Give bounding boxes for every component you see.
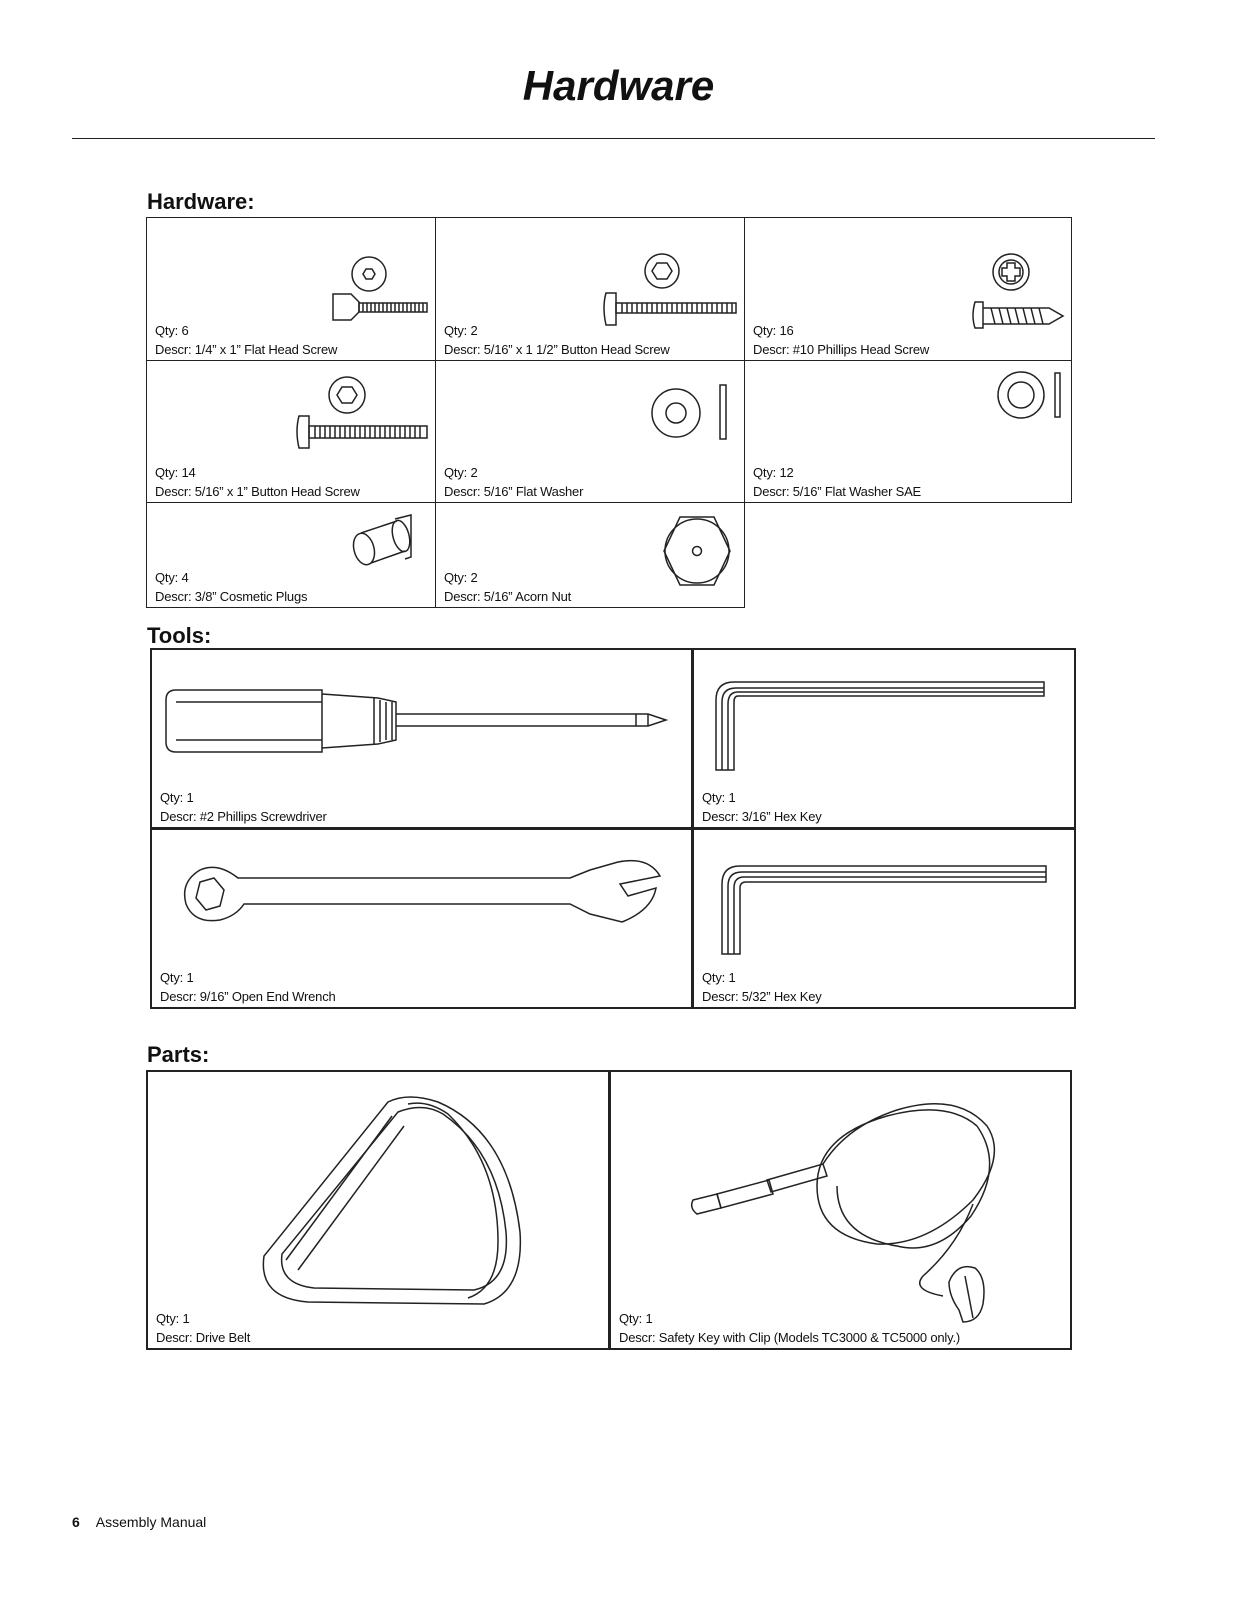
page-footer bbox=[72, 1514, 206, 1530]
button-head-screw-icon bbox=[293, 376, 433, 456]
item-qty: Qty: 4 bbox=[155, 570, 189, 585]
phillips-head-screw-icon bbox=[969, 254, 1069, 334]
hardware-item bbox=[744, 217, 1072, 361]
tool-item bbox=[150, 828, 693, 1009]
item-description: Descr: 5/16” Flat Washer bbox=[444, 484, 584, 499]
item-qty: Qty: 1 bbox=[156, 1311, 190, 1326]
tools-heading: Tools: bbox=[147, 623, 212, 648]
item-qty: Qty: 1 bbox=[160, 970, 194, 985]
hex-key-icon bbox=[712, 678, 1052, 778]
title-divider bbox=[72, 138, 1155, 139]
item-qty: Qty: 1 bbox=[619, 1311, 653, 1326]
hardware-item bbox=[435, 360, 745, 503]
item-qty: Qty: 12 bbox=[753, 465, 794, 480]
flat-head-screw-icon bbox=[331, 256, 431, 336]
item-qty: Qty: 6 bbox=[155, 323, 189, 338]
item-description: Descr: 9/16” Open End Wrench bbox=[160, 989, 336, 1004]
hardware-item bbox=[146, 217, 436, 361]
hardware-item bbox=[146, 502, 436, 608]
item-qty: Qty: 14 bbox=[155, 465, 196, 480]
item-description: Descr: #2 Phillips Screwdriver bbox=[160, 809, 327, 824]
item-qty: Qty: 1 bbox=[702, 970, 736, 985]
item-description: Descr: 5/16” x 1” Button Head Screw bbox=[155, 484, 360, 499]
item-description: Descr: 3/8” Cosmetic Plugs bbox=[155, 589, 308, 604]
footer-text: Assembly Manual bbox=[95, 1514, 207, 1530]
hardware-item bbox=[435, 217, 745, 361]
item-qty: Qty: 2 bbox=[444, 323, 478, 338]
item-description: Descr: 5/16” Acorn Nut bbox=[444, 589, 572, 604]
item-qty: Qty: 1 bbox=[160, 790, 194, 805]
hardware-item bbox=[744, 360, 1072, 503]
part-item bbox=[146, 1070, 610, 1350]
page-title: Hardware bbox=[522, 62, 715, 109]
hardware-heading: Hardware: bbox=[147, 189, 255, 214]
button-head-screw-long-icon bbox=[602, 253, 742, 333]
item-description: Descr: #10 Phillips Head Screw bbox=[753, 342, 930, 357]
item-description: Descr: 1/4” x 1” Flat Head Screw bbox=[155, 342, 338, 357]
tool-item bbox=[692, 648, 1076, 829]
item-description: Descr: 5/16” Flat Washer SAE bbox=[753, 484, 922, 499]
part-item bbox=[609, 1070, 1072, 1350]
item-description: Descr: Drive Belt bbox=[156, 1330, 251, 1345]
flat-washer-icon bbox=[648, 381, 738, 451]
hex-key-small-icon bbox=[718, 862, 1058, 962]
item-description: Descr: 5/32” Hex Key bbox=[702, 989, 822, 1004]
acorn-nut-icon bbox=[658, 511, 738, 591]
item-description: Descr: Safety Key with Clip (Models TC3000 & TC5000 only.) bbox=[619, 1330, 960, 1345]
hardware-item bbox=[146, 360, 436, 503]
drive-belt-icon bbox=[258, 1092, 528, 1312]
flat-washer-sae-icon bbox=[995, 371, 1075, 431]
tool-item bbox=[692, 828, 1076, 1009]
safety-key-icon bbox=[687, 1086, 1057, 1326]
item-qty: Qty: 2 bbox=[444, 570, 478, 585]
parts-heading: Parts: bbox=[147, 1042, 210, 1067]
item-qty: Qty: 1 bbox=[702, 790, 736, 805]
tool-item bbox=[150, 648, 693, 829]
item-description: Descr: 3/16” Hex Key bbox=[702, 809, 822, 824]
wrench-icon bbox=[178, 860, 668, 950]
item-qty: Qty: 16 bbox=[753, 323, 794, 338]
item-description: Descr: 5/16” x 1 1/2” Button Head Screw bbox=[444, 342, 670, 357]
hardware-item bbox=[435, 502, 745, 608]
screwdriver-icon bbox=[166, 688, 676, 758]
page-number: 6 bbox=[72, 1514, 80, 1530]
cosmetic-plug-icon bbox=[349, 513, 429, 573]
item-qty: Qty: 2 bbox=[444, 465, 478, 480]
